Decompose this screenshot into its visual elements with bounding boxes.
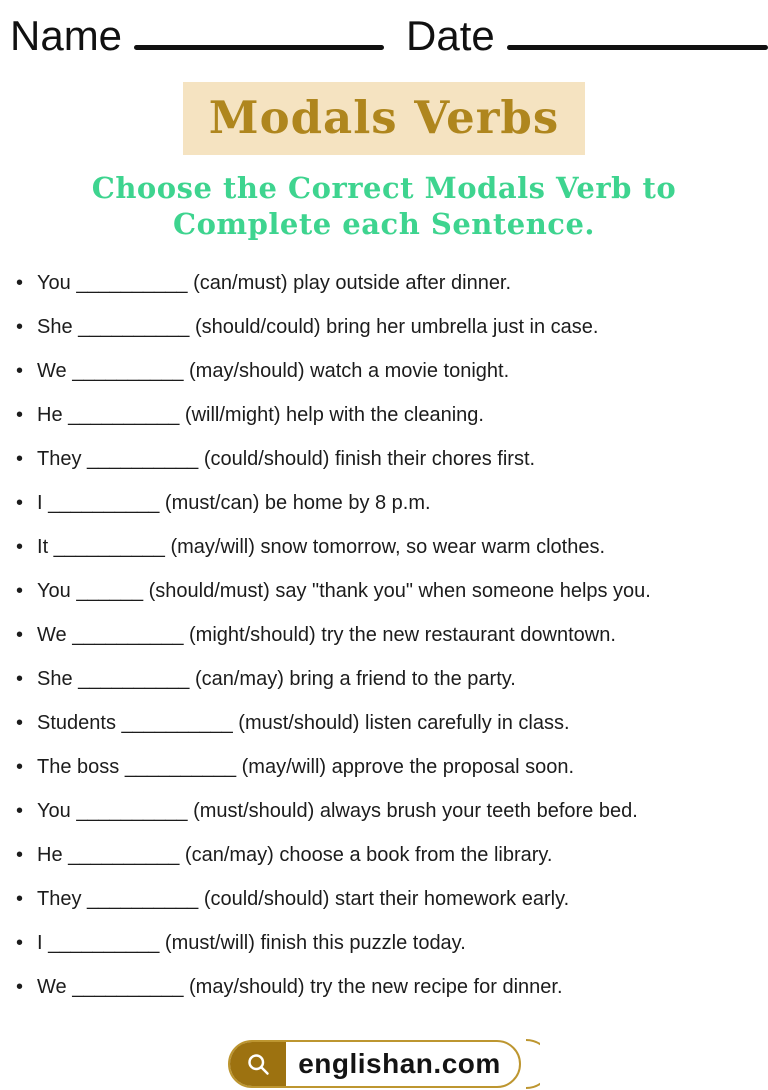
questions-list bbox=[16, 271, 768, 999]
question-item bbox=[16, 403, 768, 427]
question-item bbox=[16, 887, 768, 911]
instruction-text bbox=[0, 170, 768, 243]
site-badge-pill bbox=[228, 1040, 521, 1088]
bullet-icon: • bbox=[16, 359, 24, 382]
bullet-icon: • bbox=[16, 535, 24, 558]
bullet-icon: • bbox=[16, 799, 24, 822]
question-item bbox=[16, 623, 768, 647]
site-badge bbox=[228, 1038, 540, 1090]
question-text: You __________ (must/should) always brush your teeth before bed. bbox=[37, 799, 638, 822]
date-label: Date bbox=[406, 12, 495, 59]
decorative-arc bbox=[524, 1038, 540, 1090]
site-name: englishan.com bbox=[298, 1048, 501, 1079]
question-text: She __________ (should/could) bring her umbrella just in case. bbox=[37, 315, 599, 338]
instruction-line-1: Choose the Correct Modals Verb to bbox=[91, 171, 677, 205]
name-label: Name bbox=[10, 12, 123, 59]
page-title: Modals Verbs bbox=[183, 82, 585, 155]
bullet-icon: • bbox=[16, 975, 24, 998]
question-item bbox=[16, 579, 768, 603]
question-text: We __________ (may/should) watch a movie tonight. bbox=[37, 359, 510, 382]
question-item bbox=[16, 535, 768, 559]
bullet-icon: • bbox=[16, 755, 24, 778]
instruction-line-2: Complete each Sentence. bbox=[173, 207, 595, 242]
question-text: I __________ (must/will) finish this puzzle today. bbox=[37, 931, 466, 954]
question-item bbox=[16, 667, 768, 691]
header bbox=[0, 0, 768, 57]
bullet-icon: • bbox=[16, 315, 24, 338]
question-item bbox=[16, 271, 768, 295]
date-fill-line bbox=[507, 45, 768, 50]
search-icon bbox=[230, 1042, 286, 1086]
name-fill-line bbox=[134, 45, 384, 50]
question-text: It __________ (may/will) snow tomorrow, so wear warm clothes. bbox=[37, 535, 606, 558]
question-item bbox=[16, 711, 768, 735]
question-item bbox=[16, 931, 768, 955]
bullet-icon: • bbox=[16, 579, 24, 602]
question-text: I __________ (must/can) be home by 8 p.m. bbox=[37, 491, 431, 514]
question-item bbox=[16, 315, 768, 339]
question-item bbox=[16, 843, 768, 867]
bullet-icon: • bbox=[16, 491, 24, 514]
question-item bbox=[16, 491, 768, 515]
title-container bbox=[0, 82, 768, 155]
question-text: We __________ (may/should) try the new recipe for dinner. bbox=[37, 975, 563, 998]
question-text: You ______ (should/must) say "thank you" when someone helps you. bbox=[37, 579, 651, 602]
footer bbox=[0, 1038, 768, 1090]
bullet-icon: • bbox=[16, 403, 24, 426]
question-item bbox=[16, 975, 768, 999]
bullet-icon: • bbox=[16, 711, 24, 734]
bullet-icon: • bbox=[16, 447, 24, 470]
bullet-icon: • bbox=[16, 667, 24, 690]
question-item bbox=[16, 447, 768, 471]
question-text: You __________ (can/must) play outside after dinner. bbox=[37, 271, 512, 294]
bullet-icon: • bbox=[16, 931, 24, 954]
question-text: He __________ (will/might) help with the cleaning. bbox=[37, 403, 484, 426]
question-item bbox=[16, 755, 768, 779]
bullet-icon: • bbox=[16, 887, 24, 910]
question-item bbox=[16, 799, 768, 823]
bullet-icon: • bbox=[16, 623, 24, 646]
question-text: They __________ (could/should) start their homework early. bbox=[37, 887, 570, 910]
question-text: The boss __________ (may/will) approve the proposal soon. bbox=[37, 755, 575, 778]
question-text: Students __________ (must/should) listen carefully in class. bbox=[37, 711, 570, 734]
question-text: He __________ (can/may) choose a book from the library. bbox=[37, 843, 553, 866]
question-text: They __________ (could/should) finish their chores first. bbox=[37, 447, 536, 470]
question-text: We __________ (might/should) try the new restaurant downtown. bbox=[37, 623, 616, 646]
question-item bbox=[16, 359, 768, 383]
bullet-icon: • bbox=[16, 271, 24, 294]
bullet-icon: • bbox=[16, 843, 24, 866]
question-text: She __________ (can/may) bring a friend to the party. bbox=[37, 667, 516, 690]
